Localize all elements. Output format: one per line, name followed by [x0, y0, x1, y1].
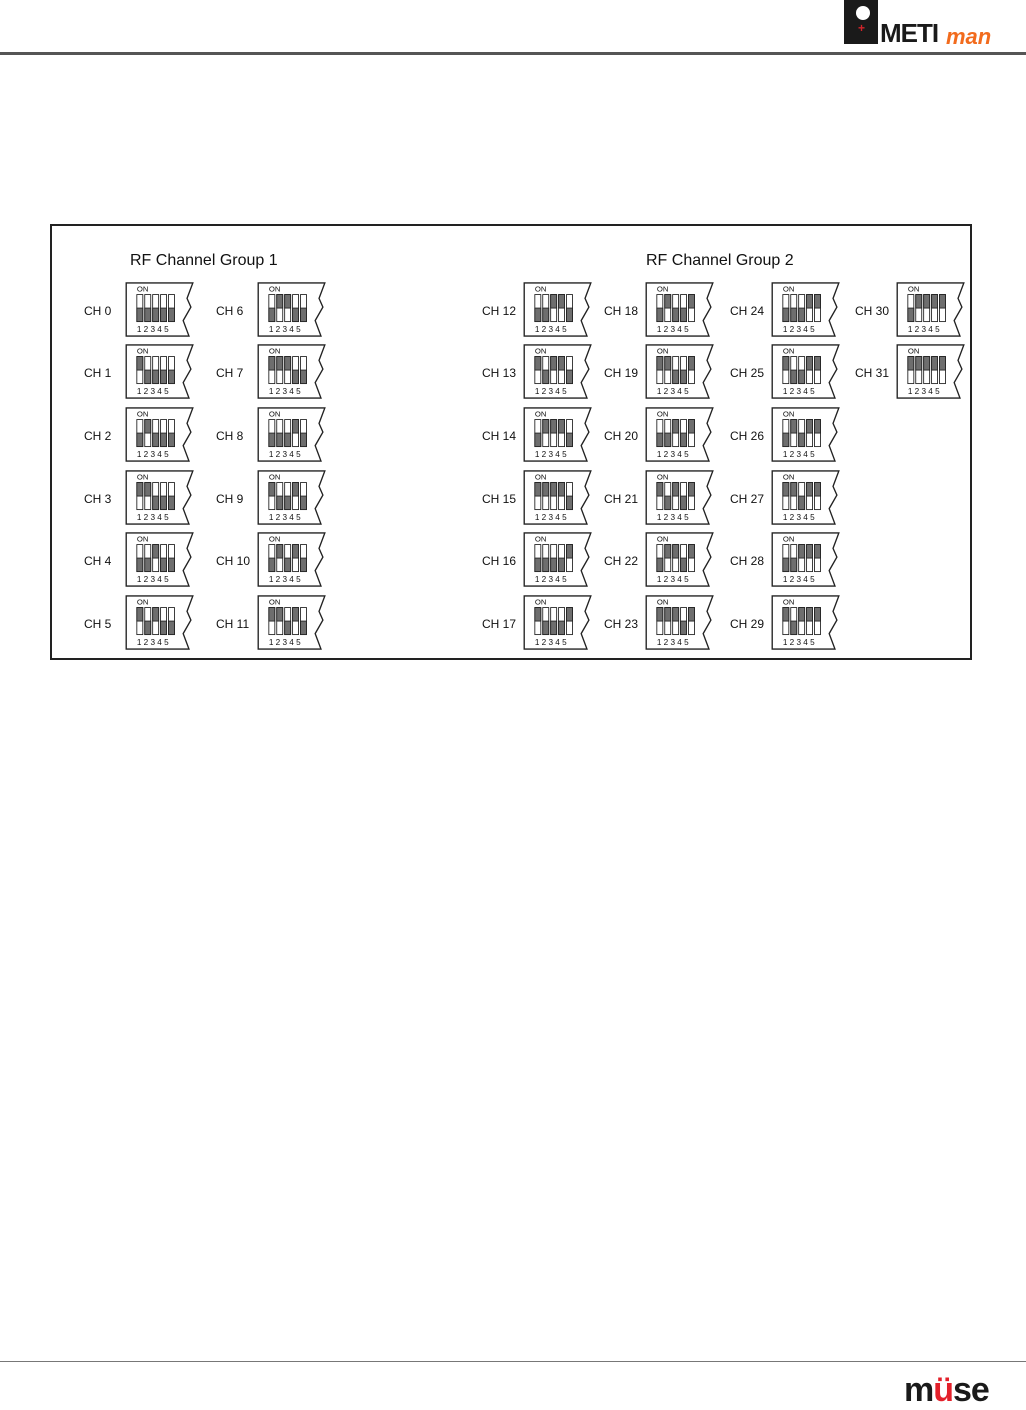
svg-text:1 2 3 4 5: 1 2 3 4 5 — [136, 575, 169, 585]
channel-label: CH 7 — [216, 366, 244, 380]
svg-text:ON: ON — [656, 409, 669, 419]
dip-switch-icon — [522, 470, 594, 526]
channel-label: CH 21 — [604, 492, 639, 506]
dip-switch-icon — [895, 282, 967, 338]
channel-label: CH 9 — [216, 492, 244, 506]
svg-text:1 2 3 4 5: 1 2 3 4 5 — [136, 450, 169, 460]
channel-label: CH 11 — [216, 617, 250, 631]
svg-text:1 2 3 4 5: 1 2 3 4 5 — [656, 450, 689, 460]
svg-text:1 2 3 4 5: 1 2 3 4 5 — [136, 325, 169, 335]
dip-switch-icon — [124, 595, 196, 651]
dip-switch-icon — [256, 595, 328, 651]
svg-text:ON: ON — [136, 534, 149, 544]
svg-text:1 2 3 4 5: 1 2 3 4 5 — [782, 450, 815, 460]
dip-switch-icon — [522, 532, 594, 588]
dip-switch-icon — [522, 595, 594, 651]
svg-text:1 2 3 4 5: 1 2 3 4 5 — [268, 325, 301, 335]
meti-figure-icon: + — [844, 0, 878, 44]
dip-switch-icon — [256, 407, 328, 463]
dip-switch-icon — [644, 532, 716, 588]
svg-text:ON: ON — [534, 409, 547, 419]
channel-label: CH 10 — [216, 554, 251, 568]
svg-text:ON: ON — [782, 597, 795, 607]
svg-text:1 2 3 4 5: 1 2 3 4 5 — [268, 387, 301, 397]
dip-switch-icon — [256, 532, 328, 588]
svg-text:ON: ON — [268, 346, 281, 356]
svg-text:ON: ON — [268, 472, 281, 482]
dip-switch-icon — [770, 532, 842, 588]
svg-text:1 2 3 4 5: 1 2 3 4 5 — [656, 325, 689, 335]
svg-text:ON: ON — [534, 284, 547, 294]
dip-switch-icon — [124, 282, 196, 338]
dip-switch-icon — [644, 282, 716, 338]
dip-switch-icon — [770, 344, 842, 400]
dip-switch-icon — [644, 407, 716, 463]
svg-text:1 2 3 4 5: 1 2 3 4 5 — [656, 513, 689, 523]
channel-label: CH 19 — [604, 366, 639, 380]
svg-text:ON: ON — [268, 597, 281, 607]
svg-text:1 2 3 4 5: 1 2 3 4 5 — [782, 575, 815, 585]
channel-label: CH 6 — [216, 304, 244, 318]
channel-label: CH 16 — [482, 554, 517, 568]
logo-muse-accent: ü — [933, 1371, 954, 1409]
channel-label: CH 20 — [604, 429, 639, 443]
svg-text:ON: ON — [782, 346, 795, 356]
channel-label: CH 30 — [855, 304, 890, 318]
dip-switch-icon — [256, 344, 328, 400]
svg-text:ON: ON — [268, 534, 281, 544]
dip-switch-icon — [644, 344, 716, 400]
svg-text:ON: ON — [136, 409, 149, 419]
dip-switch-figure — [50, 224, 972, 660]
svg-text:1 2 3 4 5: 1 2 3 4 5 — [907, 387, 940, 397]
svg-text:ON: ON — [268, 284, 281, 294]
channel-label: CH 0 — [84, 304, 112, 318]
channel-label: CH 28 — [730, 554, 765, 568]
dip-switch-icon — [644, 470, 716, 526]
dip-switch-icon — [770, 595, 842, 651]
svg-text:1 2 3 4 5: 1 2 3 4 5 — [782, 325, 815, 335]
dip-switch-icon — [522, 407, 594, 463]
svg-text:1 2 3 4 5: 1 2 3 4 5 — [136, 387, 169, 397]
dip-switch-icon — [644, 595, 716, 651]
svg-text:1 2 3 4 5: 1 2 3 4 5 — [534, 575, 567, 585]
dip-switch-icon — [124, 532, 196, 588]
dip-switch-icon — [770, 407, 842, 463]
svg-text:ON: ON — [534, 472, 547, 482]
logo-muse-prefix: m — [904, 1371, 934, 1409]
svg-text:1 2 3 4 5: 1 2 3 4 5 — [136, 638, 169, 648]
channel-label: CH 31 — [855, 366, 890, 380]
dip-switch-icon — [124, 407, 196, 463]
channel-label: CH 25 — [730, 366, 765, 380]
dip-switch-icon — [522, 282, 594, 338]
logo-muse-suffix: se — [953, 1371, 989, 1409]
svg-text:ON: ON — [907, 346, 920, 356]
svg-text:1 2 3 4 5: 1 2 3 4 5 — [782, 513, 815, 523]
svg-text:1 2 3 4 5: 1 2 3 4 5 — [136, 513, 169, 523]
svg-text:1 2 3 4 5: 1 2 3 4 5 — [656, 638, 689, 648]
svg-text:ON: ON — [907, 284, 920, 294]
dip-switch-icon — [124, 344, 196, 400]
svg-text:ON: ON — [656, 346, 669, 356]
channel-label: CH 24 — [730, 304, 765, 318]
channel-label: CH 1 — [84, 366, 112, 380]
svg-text:1 2 3 4 5: 1 2 3 4 5 — [268, 575, 301, 585]
channel-label: CH 13 — [482, 366, 517, 380]
channel-label: CH 2 — [84, 429, 112, 443]
logo-meti-text: METI — [880, 18, 939, 48]
svg-text:ON: ON — [656, 534, 669, 544]
svg-text:ON: ON — [534, 534, 547, 544]
svg-text:1 2 3 4 5: 1 2 3 4 5 — [534, 638, 567, 648]
svg-text:1 2 3 4 5: 1 2 3 4 5 — [656, 575, 689, 585]
dip-switch-icon — [522, 344, 594, 400]
svg-text:1 2 3 4 5: 1 2 3 4 5 — [534, 513, 567, 523]
svg-text:1 2 3 4 5: 1 2 3 4 5 — [656, 387, 689, 397]
channel-label: CH 8 — [216, 429, 244, 443]
dip-switch-icon — [124, 470, 196, 526]
svg-text:1 2 3 4 5: 1 2 3 4 5 — [782, 638, 815, 648]
channel-label: CH 22 — [604, 554, 639, 568]
svg-text:ON: ON — [656, 284, 669, 294]
svg-text:ON: ON — [268, 409, 281, 419]
dip-switch-icon — [256, 470, 328, 526]
svg-text:ON: ON — [656, 597, 669, 607]
svg-text:ON: ON — [136, 346, 149, 356]
svg-text:ON: ON — [782, 284, 795, 294]
channel-label: CH 17 — [482, 617, 517, 631]
svg-text:1 2 3 4 5: 1 2 3 4 5 — [268, 450, 301, 460]
svg-text:ON: ON — [782, 534, 795, 544]
svg-text:ON: ON — [534, 346, 547, 356]
svg-text:1 2 3 4 5: 1 2 3 4 5 — [534, 387, 567, 397]
footer-divider — [0, 1361, 1026, 1362]
muse-logo — [904, 1373, 1020, 1407]
channel-label: CH 15 — [482, 492, 517, 506]
channel-label: CH 12 — [482, 304, 517, 318]
channel-label: CH 14 — [482, 429, 517, 443]
header-divider — [0, 52, 1026, 55]
svg-text:ON: ON — [656, 472, 669, 482]
svg-text:ON: ON — [136, 472, 149, 482]
channel-label: CH 23 — [604, 617, 639, 631]
dip-switch-icon — [256, 282, 328, 338]
svg-text:1 2 3 4 5: 1 2 3 4 5 — [534, 325, 567, 335]
svg-text:ON: ON — [136, 597, 149, 607]
svg-text:ON: ON — [782, 472, 795, 482]
logo-man-text: man — [946, 24, 992, 49]
svg-text:ON: ON — [782, 409, 795, 419]
channel-label: CH 18 — [604, 304, 639, 318]
meti-man-logo — [842, 0, 1018, 50]
channel-label: CH 27 — [730, 492, 765, 506]
dip-switch-icon — [770, 470, 842, 526]
channel-label: CH 26 — [730, 429, 765, 443]
svg-text:1 2 3 4 5: 1 2 3 4 5 — [534, 450, 567, 460]
channel-label: CH 3 — [84, 492, 112, 506]
svg-text:ON: ON — [136, 284, 149, 294]
group2-title: RF Channel Group 2 — [646, 252, 794, 269]
channel-label: CH 4 — [84, 554, 112, 568]
dip-switch-icon — [895, 344, 967, 400]
channel-label: CH 29 — [730, 617, 765, 631]
group1-title: RF Channel Group 1 — [130, 252, 278, 269]
dip-switch-icon — [770, 282, 842, 338]
svg-text:1 2 3 4 5: 1 2 3 4 5 — [907, 325, 940, 335]
svg-text:1 2 3 4 5: 1 2 3 4 5 — [782, 387, 815, 397]
svg-text:1 2 3 4 5: 1 2 3 4 5 — [268, 513, 301, 523]
svg-text:1 2 3 4 5: 1 2 3 4 5 — [268, 638, 301, 648]
svg-text:ON: ON — [534, 597, 547, 607]
channel-label: CH 5 — [84, 617, 112, 631]
